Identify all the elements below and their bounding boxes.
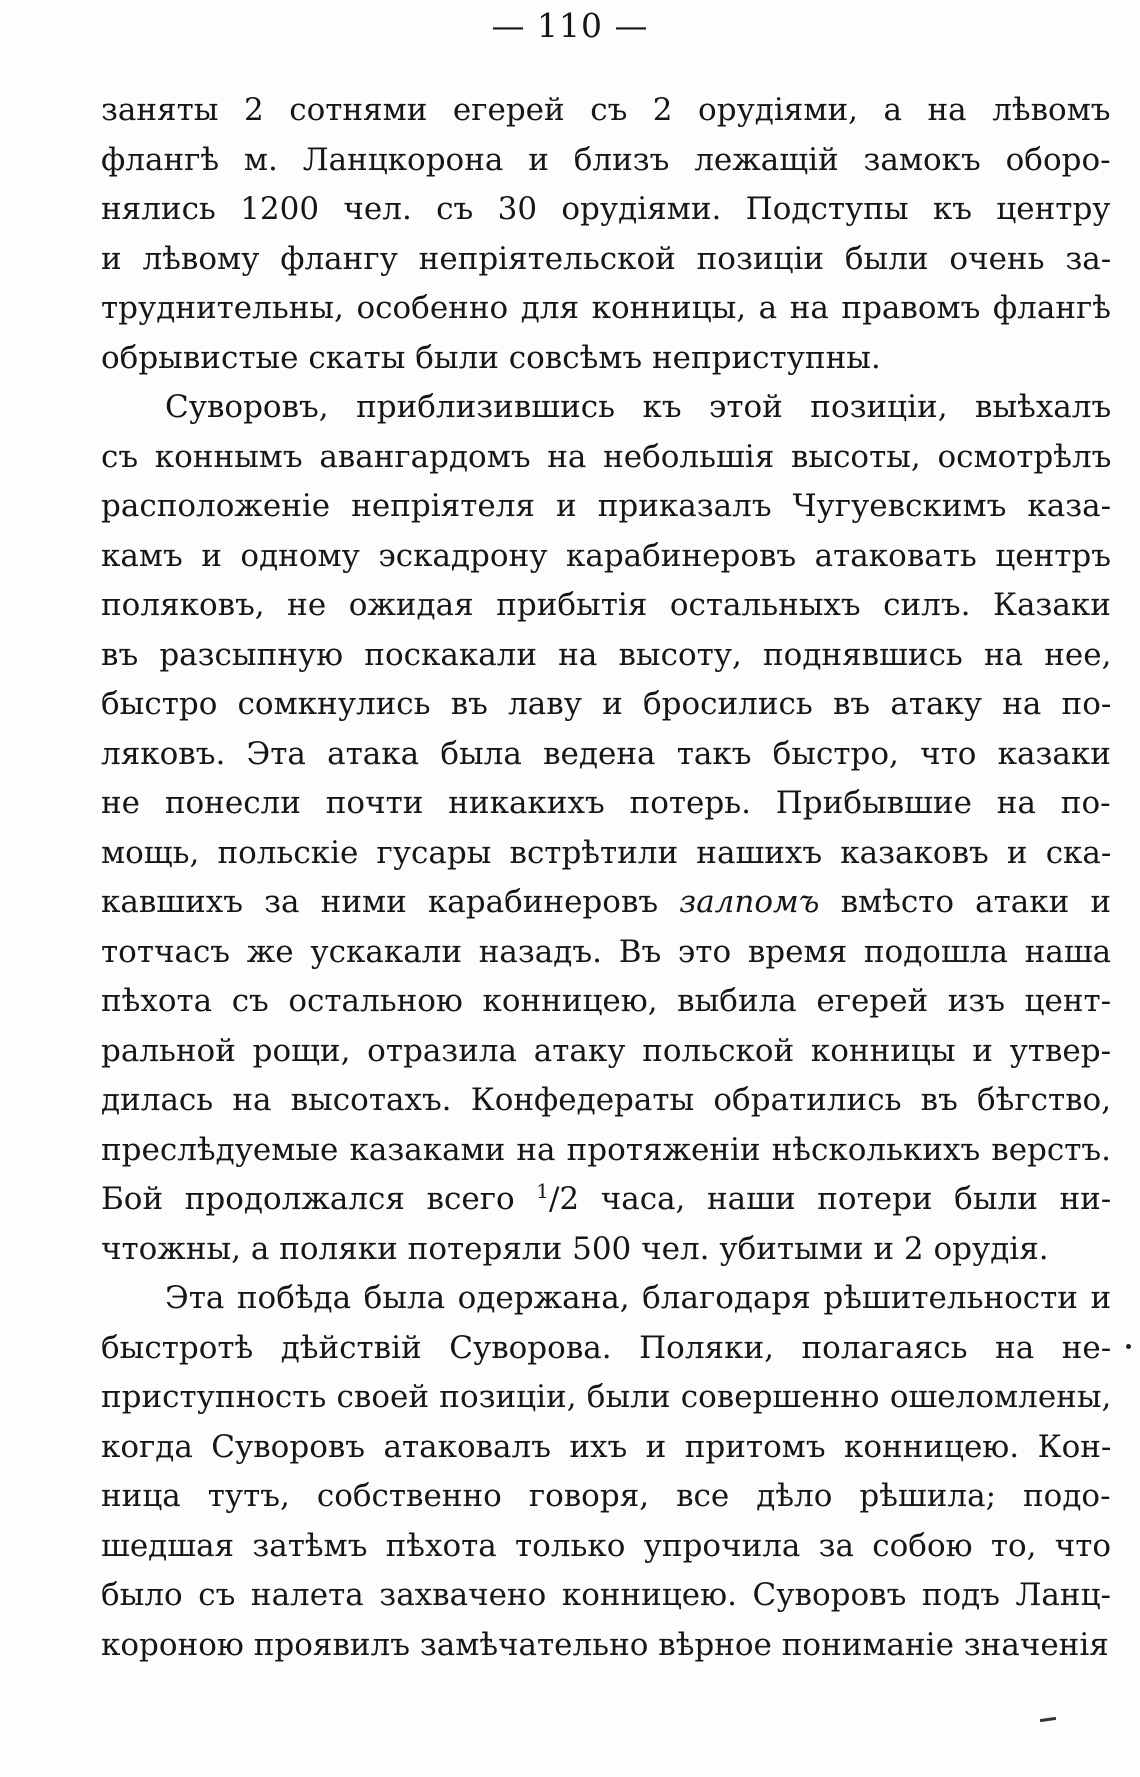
text-line: обрывистые скаты были совсѣмъ неприступны.: [101, 339, 881, 376]
text-line: быстро сомкнулись въ лаву и бросились въ атаку на по-: [101, 686, 1112, 722]
page-number: — 110 —: [491, 6, 649, 45]
text-line: ница тутъ, собственно говоря, все дѣло рѣшила; подо-: [101, 1478, 1111, 1514]
text-line: камъ и одному эскадрону карабинеровъ атаковать центръ: [101, 537, 1111, 574]
text-line: мощь, польскіе гусары встрѣтили нашихъ казаковъ и ска-: [101, 834, 1112, 871]
text-line: поляковъ, не ожидая прибытія остальныхъ силъ. Казаки: [101, 587, 1111, 623]
text-line: шедшая затѣмъ пѣхота только упрочила за собою то, что: [101, 1527, 1112, 1564]
text-line: Суворовъ, приблизившись къ этой позиціи, выѣхалъ: [165, 389, 1112, 425]
text-line: когда Суворовъ атаковалъ ихъ и притомъ конницею. Кон-: [101, 1428, 1112, 1465]
text-line: расположеніе непріятеля и приказалъ Чугуевскимъ каза-: [101, 488, 1112, 524]
text-line: дилась на высотахъ. Конфедераты обратились въ бѣгство,: [101, 1082, 1112, 1118]
text-line: заняты 2 сотнями егерей съ 2 орудіями, а на лѣвомъ: [101, 92, 1111, 128]
text-line: быстротѣ дѣйствій Суворова. Поляки, полагаясь на не-: [101, 1329, 1112, 1366]
text-line: Эта побѣда была одержана, благодаря рѣшительности и: [165, 1280, 1112, 1316]
text-line: нялись 1200 чел. съ 30 орудіями. Подступы къ центру: [101, 191, 1111, 227]
fraction-denominator: /2: [548, 1181, 580, 1217]
text-line: тотчасъ же ускакали назадъ. Въ это время подошла наша: [101, 933, 1112, 970]
text-line: труднительны, особенно для конницы, а на правомъ флангѣ: [101, 290, 1111, 326]
text-line: [101, 1175, 1111, 1225]
text-segment: вмѣсто атаки и: [840, 884, 1112, 920]
text-line: [101, 878, 1111, 928]
text-line: и лѣвому флангу непріятельской позиціи были очень за-: [101, 240, 1112, 277]
text-line: флангѣ м. Ланцкорона и близъ лежащій замокъ оборо-: [101, 141, 1111, 178]
ink-speck: [1126, 1344, 1131, 1349]
text-line: преслѣдуемые казаками на протяженіи нѣсколькихъ верстъ.: [101, 1131, 1111, 1168]
text-segment: кавшихъ за ними карабинеровъ: [101, 884, 659, 920]
text-segment: Бой продолжался всего: [101, 1181, 515, 1217]
ink-dash: [1040, 1717, 1056, 1722]
italic-word: залпомъ: [679, 884, 820, 920]
text-line: ральной рощи, отразила атаку польской конницы и утвер-: [101, 1032, 1112, 1069]
text-line: было съ налета захвачено конницею. Суворовъ подъ Ланц-: [101, 1577, 1111, 1613]
fraction-numerator: 1: [536, 1179, 549, 1203]
text-line: чтожны, а поляки потеряли 500 чел. убитыми и 2 орудія.: [101, 1230, 1049, 1267]
text-line: приступность своей позиціи, были совершенно ошеломлены,: [101, 1379, 1112, 1415]
text-line: въ разсыпную поскакали на высоту, поднявшись на нее,: [101, 636, 1112, 673]
body-text: [101, 86, 1111, 1670]
text-line: съ коннымъ авангардомъ на небольшія высоты, осмотрѣлъ: [101, 438, 1112, 475]
text-segment: часа, наши потери были ни-: [600, 1181, 1112, 1217]
text-line: ляковъ. Эта атака была ведена такъ быстро, что казаки: [101, 735, 1111, 772]
text-line: короною проявилъ замѣчательно вѣрное пониманіе значенія: [101, 1626, 1109, 1663]
text-line: не понесли почти никакихъ потерь. Прибывшие на по-: [101, 785, 1111, 821]
text-line: пѣхота съ остальною конницею, выбила егерей изъ цент-: [101, 983, 1112, 1019]
